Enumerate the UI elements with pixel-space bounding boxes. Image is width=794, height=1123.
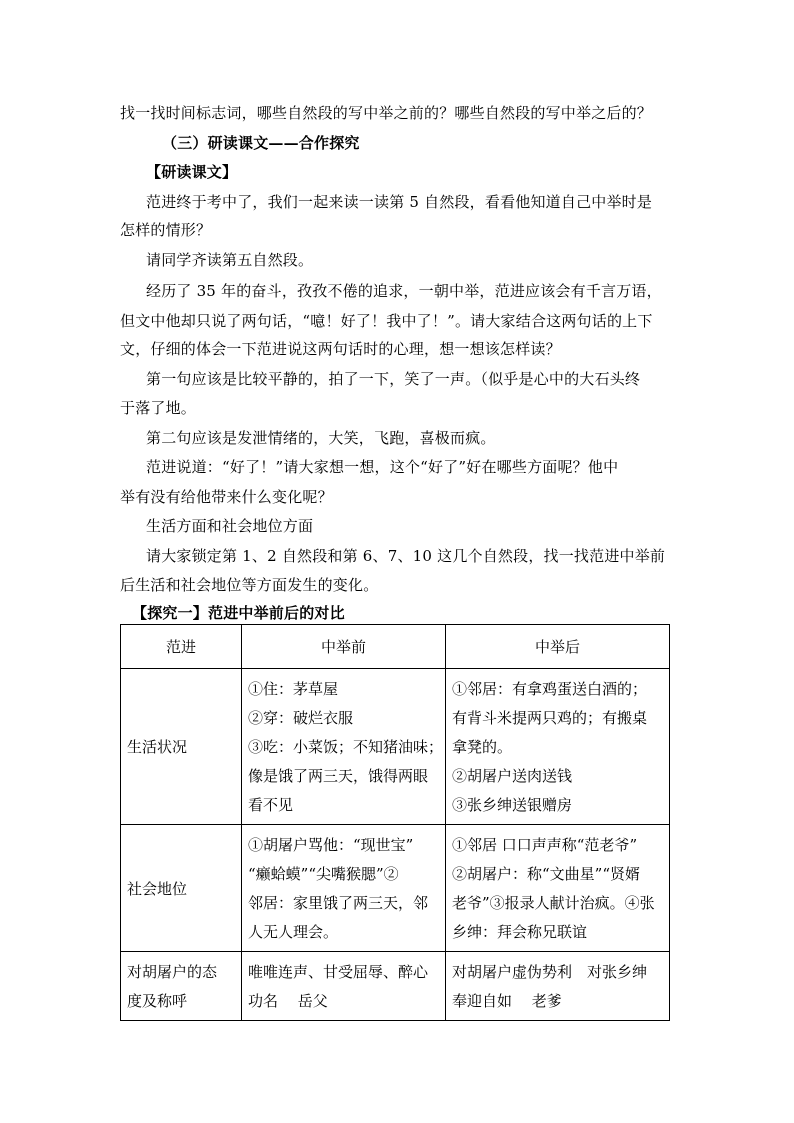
cell-line: ②胡屠户：称“文曲星”“贤婿 [452, 865, 641, 883]
paragraph-line: 文，仔细的体会一下范进说这两句话时的心理，想一想该怎样读？ [120, 340, 561, 358]
after-cell [446, 952, 670, 1021]
cell-line: 对胡屠户虚伪势利 对张乡绅 [452, 963, 648, 981]
cell-line: 奉迎自如 老爹 [452, 992, 562, 1010]
paragraph-line: 请同学齐读第五自然段。 [146, 251, 314, 269]
table-row [121, 669, 670, 825]
paragraph-line: 第一句应该是比较平静的，拍了一下，笑了一声。（似乎是心中的大石头终 [146, 370, 641, 388]
table-row [121, 825, 670, 952]
cell-line: 邻居：家里饿了两三天，邻 [248, 894, 429, 912]
before-cell [242, 669, 446, 825]
header-cell: 中举前 [242, 625, 446, 669]
cell-line: 人无人理会。 [248, 923, 339, 941]
cell-line: ①住：茅草屋 [248, 680, 339, 698]
cell-line: 功名 岳父 [248, 992, 328, 1010]
paragraph-line: 请大家锁定第 1、2 自然段和第 6、7、10 这几个自然段，找一找范进中举前 [146, 547, 666, 565]
paragraph-line: 范进终于考中了，我们一起来读一读第 5 自然段，看看他知道自己中举时是 [146, 193, 653, 211]
paragraph-line: 范进说道：“好了！”请大家想一想，这个“好了”好在哪些方面呢？他中 [146, 458, 619, 476]
after-cell [446, 825, 670, 952]
header-cell: 范进 [121, 625, 242, 669]
table-row [121, 952, 670, 1021]
cell-line: 拿凳的。 [452, 738, 513, 756]
subsection-heading: 【研读课文】 [146, 163, 238, 181]
cell-line: 对胡屠户的态 [127, 963, 218, 981]
paragraph-time-words: 找一找时间标志词，哪些自然段的写中举之前的？哪些自然段的写中举之后的？ [120, 104, 653, 122]
before-cell [242, 825, 446, 952]
cell-line: ③吃：小菜饭；不知猪油味； [248, 738, 444, 756]
header-cell: 中举后 [446, 625, 670, 669]
paragraph-line: 经历了 35 年的奋斗，孜孜不倦的追求，一朝中举，范进应该会有千言万语， [146, 282, 662, 300]
cell-line: 老爷”③报录人献计治疯。④张 [452, 894, 655, 912]
cell-line: 唯唯连声、甘受屈辱、醉心 [248, 963, 429, 981]
section-heading: （三）研读课文——合作探究 [162, 134, 360, 152]
row-label [121, 952, 242, 1021]
paragraph-line: 生活方面和社会地位方面 [146, 517, 314, 535]
row-label: 生活状况 [121, 669, 242, 825]
cell-line: 乡绅：拜会称兄联谊 [452, 923, 588, 941]
cell-line: “癞蛤蟆”“尖嘴猴腮”② [248, 865, 399, 883]
cell-line: ①邻居：有拿鸡蛋送白酒的； [452, 680, 648, 698]
cell-line: 有背斗米提两只鸡的；有搬桌 [452, 709, 648, 727]
paragraph-line: 于落了地。 [120, 399, 197, 417]
comparison-table [120, 624, 670, 1021]
cell-line: ②胡屠户送肉送钱 [452, 767, 573, 785]
cell-line: 度及称呼 [127, 992, 188, 1010]
after-cell [446, 669, 670, 825]
paragraph-line: 怎样的情形？ [120, 221, 212, 239]
table-header-row [121, 625, 670, 669]
row-label: 社会地位 [121, 825, 242, 952]
cell-line: 看不见 [248, 796, 294, 814]
cell-line: ①胡屠户骂他：“现世宝” [248, 836, 414, 854]
paragraph-line: 第二句应该是发泄情绪的，大笑，飞跑，喜极而疯。 [146, 429, 496, 447]
cell-line: ①邻居 口口声声称“范老爷” [452, 836, 638, 854]
paragraph-line: 但文中他却只说了两句话，“噫！好了！我中了！”。请大家结合这两句话的上下 [120, 312, 653, 330]
table-caption: 【探究一】范进中举前后的对比 [132, 604, 345, 622]
cell-line: ②穿：破烂衣服 [248, 709, 354, 727]
paragraph-line: 举有没有给他带来什么变化呢？ [120, 488, 333, 506]
before-cell [242, 952, 446, 1021]
paragraph-line: 后生活和社会地位等方面发生的变化。 [120, 576, 379, 594]
cell-line: 像是饿了两三天，饿得两眼 [248, 767, 429, 785]
cell-line: ③张乡绅送银赠房 [452, 796, 573, 814]
